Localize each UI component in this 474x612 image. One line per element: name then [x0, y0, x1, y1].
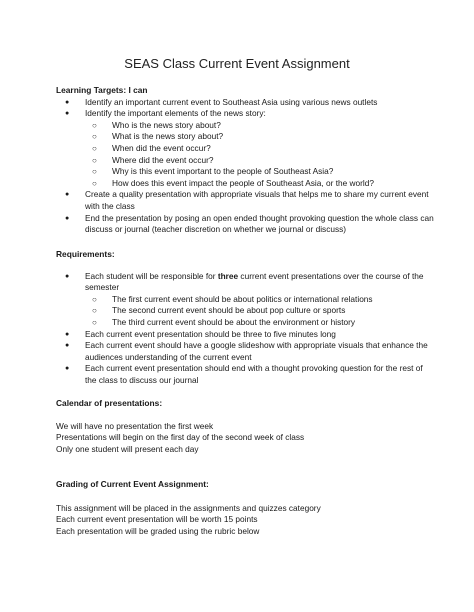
list-item: ● Each current event presentation should end with a thought provoking question for the rest of the class to discuss our journal — [65, 363, 423, 385]
circle-bullet-icon: ○ — [92, 317, 97, 327]
circle-bullet-icon: ○ — [92, 306, 97, 316]
sub-list-item: ○ How does this event impact the people of Southeast Asia, or the world? — [92, 177, 374, 188]
circle-bullet-icon: ○ — [92, 132, 97, 142]
sub-list-item: ○ The second current event should be about pop culture or sports — [92, 305, 346, 316]
bullet-icon: ● — [65, 330, 70, 338]
requirements-list — [56, 271, 434, 387]
learning-targets-heading: Learning Targets: I can — [56, 85, 148, 95]
bullet-icon: ● — [65, 110, 70, 118]
requirements-section — [56, 249, 434, 387]
grading-section — [56, 479, 434, 537]
bullet-icon: ● — [65, 272, 70, 280]
grading-line: This assignment will be placed in the assignments and quizzes category — [56, 502, 321, 513]
calendar-heading: Calendar of presentations: — [56, 398, 163, 408]
sub-list-item: ○ Where did the event occur? — [92, 154, 214, 165]
sub-list-item: ○ When did the event occur? — [92, 142, 211, 153]
bullet-icon: ● — [65, 191, 70, 199]
grading-line: Each presentation will be graded using the rubric below — [56, 525, 260, 536]
requirements-heading: Requirements: — [56, 249, 115, 259]
sub-list-item: ○ Who is the news story about? — [92, 119, 221, 130]
list-item: ● Each current event should have a google slideshow with appropriate visuals that enhance the audiences understanding of the current event — [65, 340, 428, 362]
sub-list-item: ○ The third current event should be about the environment or history — [92, 316, 356, 327]
grading-line: Each current event presentation will be worth 15 points — [56, 514, 258, 525]
circle-bullet-icon: ○ — [92, 143, 97, 153]
circle-bullet-icon: ○ — [92, 155, 97, 165]
list-item: ● Create a quality presentation with appropriate visuals that helps me to share my current event with the class — [65, 189, 429, 211]
list-item: ● Each student will be responsible for three current event presentations over the course of the semester — [65, 270, 424, 293]
emphasis-text: three — [217, 270, 239, 281]
list-item: ● Identify the important elements of the news story: — [65, 108, 266, 119]
calendar-line: We will have no presentation the first week — [56, 420, 214, 431]
bullet-icon: ● — [65, 98, 70, 106]
learning-targets-section — [56, 85, 434, 236]
list-item: ● Identify an important current event to Southeast Asia using various news outlets — [65, 96, 378, 107]
calendar-line: Presentations will begin on the first day of the second week of class — [56, 432, 305, 443]
document-title: SEAS Class Current Event Assignment — [124, 56, 350, 71]
circle-bullet-icon: ○ — [92, 178, 97, 188]
sub-list-item: ○ The first current event should be about politics or international relations — [92, 293, 373, 304]
calendar-line: Only one student will present each day — [56, 443, 199, 454]
bullet-icon: ● — [65, 214, 70, 222]
list-item: ● Each current event presentation should be three to five minutes long — [65, 328, 336, 339]
list-item: ● End the presentation by posing an open ended thought provoking question the whole class can discuss or journal (teacher discretion on whether we journal or discuss) — [65, 212, 434, 235]
learning-targets-list — [56, 97, 434, 236]
circle-bullet-icon: ○ — [92, 120, 97, 130]
grading-heading: Grading of Current Event Assignment: — [56, 479, 209, 489]
circle-bullet-icon: ○ — [92, 294, 97, 304]
calendar-section — [56, 398, 434, 455]
sub-list-item: ○ Why is this event important to the people of Southeast Asia? — [92, 166, 334, 177]
bullet-icon: ● — [65, 342, 70, 350]
bullet-icon: ● — [65, 365, 70, 373]
sub-list-item: ○ What is the news story about? — [92, 131, 224, 142]
circle-bullet-icon: ○ — [92, 167, 97, 177]
